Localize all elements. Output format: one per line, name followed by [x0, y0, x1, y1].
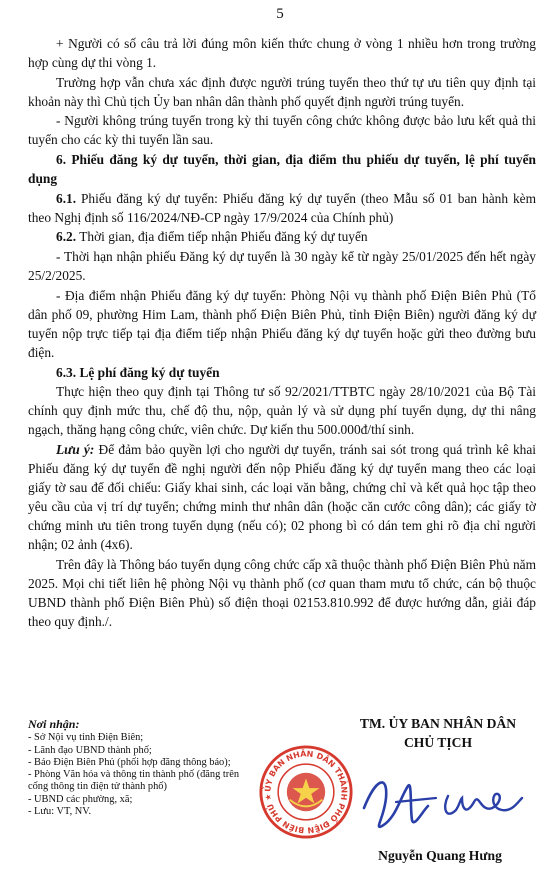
paragraph: Thực hiện theo quy định tại Thông tư số 92/2021/TTBTC ngày 28/10/2021 của Bộ Tài chính quy định mức thu, chế độ thu, nộp, quản lý và sử dụng phí tuyển dụng, dự thi nâng ngạch, thăng hạng công chức, viên chức. Dự kiến thu 500.000đ/thí sinh.	[28, 384, 536, 438]
paragraph: - Địa điểm nhận Phiếu đăng ký dự tuyển: Phòng Nội vụ thành phố Điện Biên Phủ (Tổ dân phố 09, phường Him Lam, thành phố Điện Biên Phủ, tỉnh Điện Biên) người đăng ký dự tuyển nộp trực tiếp tại địa điểm tiếp nhận Phiếu đăng ký dự tuyển hoặc gửi theo đường bưu điện.	[28, 287, 536, 360]
signature-block	[320, 714, 556, 752]
recipient-item: - Báo Điện Biên Phủ (phối hợp đăng thông báo);	[28, 756, 231, 768]
section-6-1-label: 6.1.	[56, 190, 77, 206]
handwritten-signature-icon	[356, 768, 526, 838]
section-6-3	[28, 363, 536, 382]
note-label: Lưu ý:	[56, 441, 95, 457]
recipients-list	[28, 718, 278, 818]
section-6-1	[28, 189, 536, 227]
section-6-2	[28, 227, 536, 246]
document-body	[28, 34, 536, 632]
section-6-1-text: Phiếu đăng ký dự tuyển: Phiếu đăng ký dự tuyển (theo Mẫu số 01 ban hành kèm theo Nghị định số 116/2024/NĐ-CP ngày 17/9/2024 của Chính phủ)	[28, 190, 536, 225]
recipient-item: - Lãnh đạo UBND thành phố;	[28, 744, 152, 756]
signing-organization: TM. ỦY BAN NHÂN DÂN	[359, 716, 517, 731]
recipient-item: - Lưu: VT, NV.	[28, 806, 92, 818]
recipient-item: cổng thông tin điện tử thành phố)	[28, 781, 167, 793]
recipient-item: - Sở Nội vụ tỉnh Điện Biên;	[28, 732, 144, 744]
section-6-heading: 6. Phiếu đăng ký dự tuyển, thời gian, địa điểm thu phiếu dự tuyển, lệ phí tuyển dụng	[28, 152, 536, 187]
svg-text:ỦY BAN NHÂN DÂN THÀNH PHỐ ĐIỆN: ỦY BAN NHÂN DÂN THÀNH PHỐ ĐIỆN BIÊN PHỦ ★	[263, 749, 349, 835]
recipients-title: Nơi nhận:	[28, 717, 80, 731]
page-number: 5	[276, 6, 284, 22]
paragraph: + Người có số câu trả lời đúng môn kiến thức chung ở vòng 1 nhiều hơn trong trường hợp cùng dự thi vòng 1.	[28, 36, 536, 71]
note-paragraph	[28, 440, 536, 555]
section-6-3-label: 6.3.	[56, 364, 77, 380]
official-seal-icon	[258, 744, 354, 840]
paragraph: - Người không trúng tuyển trong kỳ thi tuyển công chức không được bảo lưu kết quả thi tuyển cho các kỳ thi tuyển lần sau.	[28, 113, 536, 148]
recipient-item: - Phòng Văn hóa và thông tin thành phố (đăng trên	[28, 769, 240, 781]
section-6-2-label: 6.2.	[56, 229, 77, 245]
recipient-item: - UBND các phường, xã;	[28, 793, 133, 805]
paragraph: - Thời hạn nhận phiếu Đăng ký dự tuyển là 30 ngày kể từ ngày 25/01/2025 đến hết ngày 25/2/2025.	[28, 249, 536, 284]
section-6-2-text: Thời gian, địa điểm tiếp nhận Phiếu đăng ký dự tuyển	[76, 229, 368, 245]
paragraph: Trường hợp vẫn chưa xác định được người trúng tuyển theo thứ tự ưu tiên quy định tại khoản này thì Chủ tịch Ủy ban nhân dân thành phố quyết định người trúng tuyển.	[28, 74, 536, 109]
note-text: Để đảm bảo quyền lợi cho người dự tuyển, tránh sai sót trong quá trình kê khai Phiếu đăng ký dự tuyển đề nghị người đến nộp Phiếu đăng ký dự tuyển mang theo các loại giấy tờ sau để đối chiếu: Giấy khai sinh, các loại văn bằng, chứng chỉ và kết quả học tập theo yêu cầu của vị trí dự tuyển; chứng minh thư nhân dân (hoặc căn cước công dân); các giấy tờ chứng minh ưu tiên trong tuyển dụng (nếu có); 02 phong bì có dán tem ghi rõ địa chỉ người nhận; 02 ảnh (4x6).	[28, 441, 536, 553]
signer-name: Nguyễn Quang Hưng	[378, 848, 502, 863]
signer-position: CHỦ TỊCH	[403, 735, 473, 750]
section-6-3-text: Lệ phí đăng ký dự tuyển	[76, 364, 220, 380]
closing-paragraph: Trên đây là Thông báo tuyển dụng công chức cấp xã thuộc thành phố Điện Biên Phủ năm 2025. Mọi chi tiết liên hệ phòng Nội vụ thành phố (cơ quan tham mưu tổ chức, cán bộ thuộc UBND thành phố Điện Biên Phủ) số điện thoại 02153.810.992 để được hướng dẫn, giải đáp theo quy định./.	[28, 557, 536, 630]
